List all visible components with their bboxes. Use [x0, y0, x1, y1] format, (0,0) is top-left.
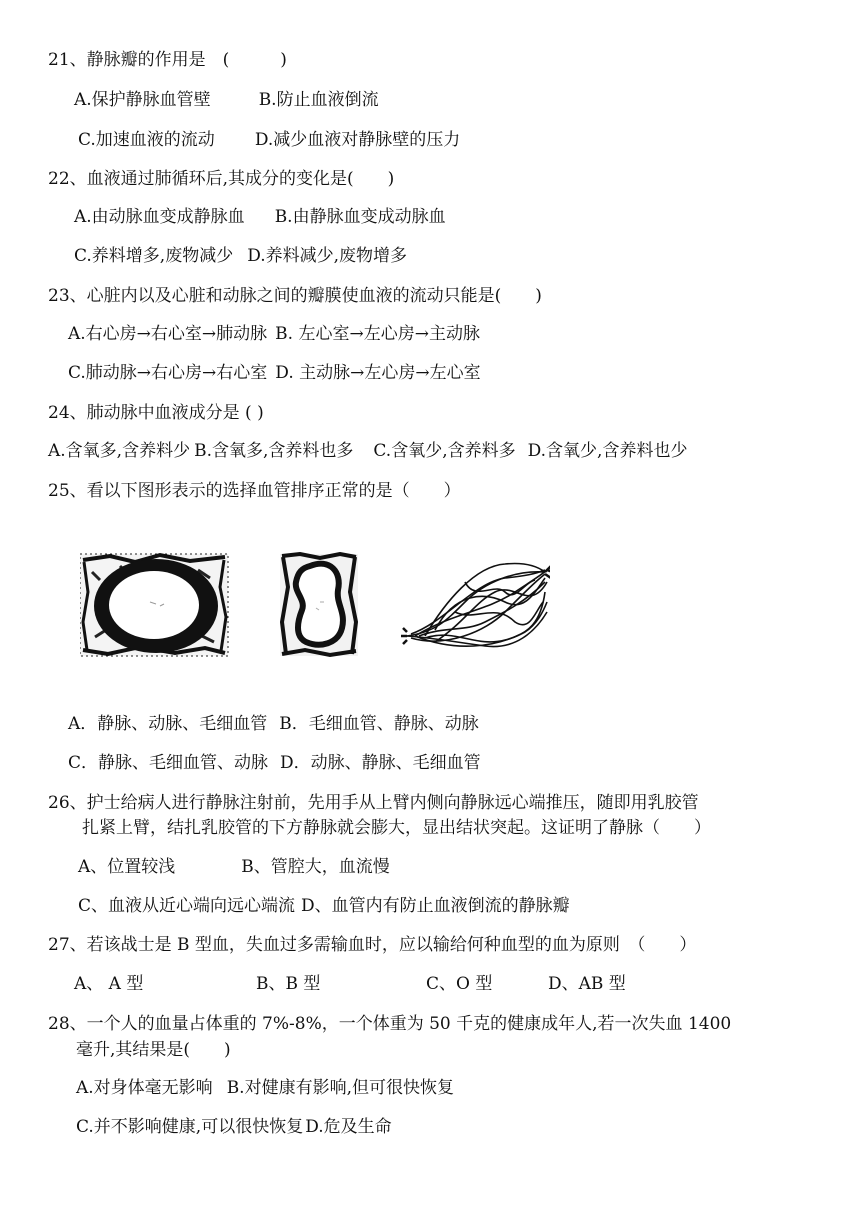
question-22-stem: 22、血液通过肺循环后,其成分的变化是( )	[48, 169, 395, 189]
question-28-option-b: B.对健康有影响,但可很快恢复	[226, 1078, 454, 1098]
question-27-option-b: B、B 型	[256, 974, 321, 994]
question-25-options-row-2	[68, 752, 481, 774]
question-25-option-c: C．静脉、毛细血管、动脉	[68, 753, 269, 773]
question-26-option-a: A、位置较浅	[78, 857, 176, 877]
question-23-stem: 23、心脏内以及心脏和动脉之间的瓣膜使血液的流动只能是( )	[48, 286, 542, 306]
question-24-option-b: B.含氧多,含养料也多	[194, 441, 354, 461]
question-21-options-row-2	[78, 129, 460, 151]
question-23-option-d: D. 主动脉→左心房→左心室	[275, 363, 481, 383]
question-26-option-c: C、血液从近心端向远心端流	[78, 896, 296, 916]
question-24-stem: 24、肺动脉中血液成分是 ( )	[48, 403, 264, 423]
question-26-option-b: B、管腔大，血流慢	[241, 857, 390, 877]
question-25-stem: 25、看以下图形表示的选择血管排序正常的是（ ）	[48, 481, 461, 501]
question-26-options-row-2	[78, 895, 570, 917]
question-27-option-a: A、 A 型	[74, 974, 144, 994]
question-28-stem-line-2: 毫升,其结果是( )	[76, 1040, 231, 1060]
blood-vessel-figure	[80, 552, 550, 658]
question-23-option-b: B. 左心室→左心房→主动脉	[275, 324, 480, 344]
question-26-options-row-1	[78, 856, 390, 878]
vessel-cross-section-thin-wall	[280, 554, 358, 656]
question-22-option-c: C.养料增多,废物减少	[74, 246, 234, 266]
question-28-option-d: D.危及生命	[305, 1117, 392, 1137]
question-26-stem-line-2: 扎紧上臂，结扎乳胶管的下方静脉就会膨大，显出结状突起。这证明了静脉（ ）	[82, 818, 711, 838]
question-24-option-c: C.含氧少,含养料多	[373, 441, 516, 461]
question-22-option-b: B.由静脉血变成动脉血	[274, 207, 446, 227]
question-22-options-row-2	[74, 245, 407, 267]
question-21-stem: 21、静脉瓣的作用是 ( )	[48, 50, 287, 70]
question-23-option-c: C.肺动脉→右心房→右心室	[68, 363, 268, 383]
question-28-stem-line-1: 28、一个人的血量占体重的 7%-8%，一个体重为 50 千克的健康成年人,若一次失血 1400	[48, 1014, 732, 1034]
question-23-option-a: A.右心房→右心室→肺动脉	[68, 324, 268, 344]
question-28-options-row-1	[76, 1077, 454, 1099]
question-24-option-d: D.含氧少,含养料也少	[527, 441, 688, 461]
question-22-option-d: D.养料减少,废物增多	[247, 246, 408, 266]
question-21-option-d: D.减少血液对静脉壁的压力	[254, 130, 461, 150]
question-22-options-row-1	[74, 206, 446, 228]
question-24-options-row	[48, 440, 687, 462]
question-27-options-row	[74, 973, 626, 995]
question-27-stem: 27、若该战士是 B 型血，失血过多需输血时，应以输给何种血型的血为原则 （ ）	[48, 935, 697, 955]
vessel-cross-section-thick-wall	[80, 554, 228, 656]
question-27-option-d: D、AB 型	[548, 974, 626, 994]
question-21-option-a: A.保护静脉血管壁	[74, 90, 211, 110]
question-23-options-row-2	[68, 362, 481, 384]
question-25-option-b: B．毛细血管、静脉、动脉	[279, 714, 479, 734]
question-21-option-c: C.加速血液的流动	[78, 130, 215, 150]
capillary-network	[401, 563, 550, 646]
question-25-options-row-1	[68, 713, 479, 735]
question-21-option-b: B.防止血液倒流	[258, 90, 379, 110]
question-23-options-row-1	[68, 323, 480, 345]
question-22-option-a: A.由动脉血变成静脉血	[74, 207, 245, 227]
question-28-option-c: C.并不影响健康,可以很快恢复	[76, 1117, 304, 1137]
question-25-option-a: A．静脉、动脉、毛细血管	[68, 714, 268, 734]
question-21-options-row-1	[74, 89, 379, 111]
question-24-option-a: A.含氧多,含养料少	[48, 441, 191, 461]
question-28-options-row-2	[76, 1116, 392, 1138]
question-26-stem-line-1: 26、护士给病人进行静脉注射前，先用手从上臂内侧向静脉远心端推压，随即用乳胶管	[48, 793, 699, 813]
question-26-option-d: D、血管内有防止血液倒流的静脉瓣	[301, 896, 570, 916]
question-27-option-c: C、O 型	[426, 974, 493, 994]
question-28-option-a: A.对身体毫无影响	[76, 1078, 213, 1098]
question-25-option-d: D．动脉、静脉、毛细血管	[280, 753, 481, 773]
